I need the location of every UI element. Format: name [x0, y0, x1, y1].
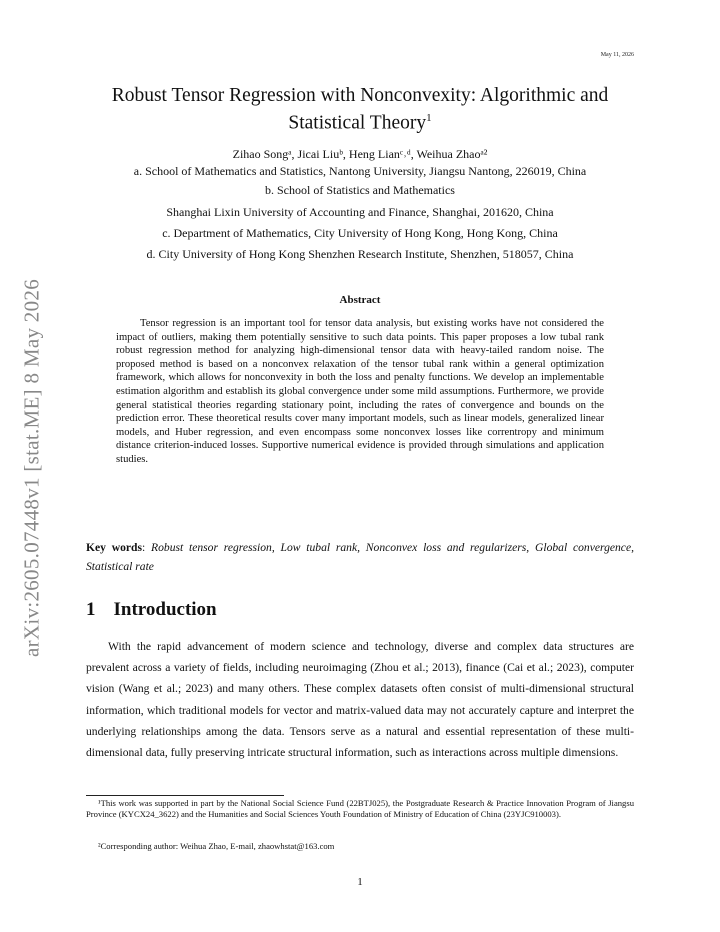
affiliation-c: c. Department of Mathematics, City University of Hong Kong, Hong Kong, China — [162, 226, 558, 240]
footnote-2: ²Corresponding author: Weihua Zhao, E-mail, zhaowhstat@163.com — [98, 841, 335, 851]
abstract-body: Tensor regression is an important tool for tensor data analysis, but existing works have not considered the impact of outliers, making them potentially sensitive to such data points. This paper proposes a low tubal rank robust regression method for analyzing high-dimensional tensor data with heavy-tailed random noise. The proposed method is based on a nonconvex relaxation of the tensor tubal rank within a general optimization framework, which allows for nonconvexity in both the loss and penalty functions. We develop an implementable estimation algorithm and establish its global convergence under some mild assumptions. Furthermore, we provide general statistical theories regarding stationary point, including the rates of convergence and bounds on the prediction error. These theoretical results cover many important models, such as linear models, generalized linear models, and Huber regression, and even encompass some nonconvex losses like correntropy and minimum distance criterion-induced losses. Supportive numerical evidence is provided through simulations and application studies. — [116, 318, 604, 465]
keywords: Key words: Robust tensor regression, Low tubal rank, Nonconvex loss and regularizers, Global convergence, Statistical rate — [86, 541, 634, 573]
affiliation-b-detail: Shanghai Lixin University of Accounting and Finance, Shanghai, 201620, China — [166, 205, 554, 219]
footnote-1: ¹This work was supported in part by the National Social Science Fund (22BTJ025), the Postgraduate Research & Practice Innovation Program of Jiangsu Province (KYCX24_3622) and the Humanities and Social Sciences Youth Foundation of Ministry of Education of China (23YJC910003). — [86, 798, 634, 819]
document-date: May 11, 2026 — [600, 52, 634, 58]
keywords-list: Robust tensor regression, Low tubal rank, Nonconvex loss and regularizers, Global convergence, Statistical rate — [86, 541, 634, 573]
intro-paragraph: With the rapid advancement of modern science and technology, diverse and complex data structures are prevalent across a variety of fields, including neuroimaging (Zhou et al.; 2013), finance (Cai et al.; 2023), computer vision (Wang et al.; 2023) and many others. These complex datasets often consist of multi-dimensional structural information, which traditional models for vector and matrix-valued data may not accurately capture and interpret the underlying relationships among the data. Tensors serve as a natural and essential representation of these multi-dimensional data, fully preserving intricate structural information, such as interactions across multiple dimensions. — [86, 640, 634, 760]
affiliation-b: b. School of Statistics and Mathematics — [265, 183, 455, 197]
affiliation-d: d. City University of Hong Kong Shenzhen Research Institute, Shenzhen, 518057, China — [146, 247, 574, 261]
title-footnote-mark: 1 — [426, 112, 432, 124]
arxiv-sidebar — [2, 258, 62, 678]
section-number: 1 — [86, 599, 96, 620]
page-number: 1 — [357, 876, 363, 888]
paper-title — [80, 84, 640, 135]
section-heading — [86, 599, 217, 621]
keywords-label: Key words — [86, 541, 143, 554]
footnote-divider — [86, 795, 284, 796]
abstract-heading: Abstract — [339, 294, 381, 306]
author-list: Zihao Songᵃ, Jicai Liuᵇ, Heng Lianᶜ˒ᵈ, Weihua Zhaoᵃ² — [232, 147, 488, 161]
paper-title-text: Robust Tensor Regression with Nonconvexity: Algorithmic and Statistical Theory — [111, 85, 609, 134]
section-title: Introduction — [113, 599, 217, 620]
affiliation-a: a. School of Mathematics and Statistics, Nantong University, Jiangsu Nantong, 226019, China — [133, 164, 587, 178]
arxiv-identifier: arXiv:2605.07448v1 [stat.ME] 8 May 2026 — [19, 279, 44, 657]
